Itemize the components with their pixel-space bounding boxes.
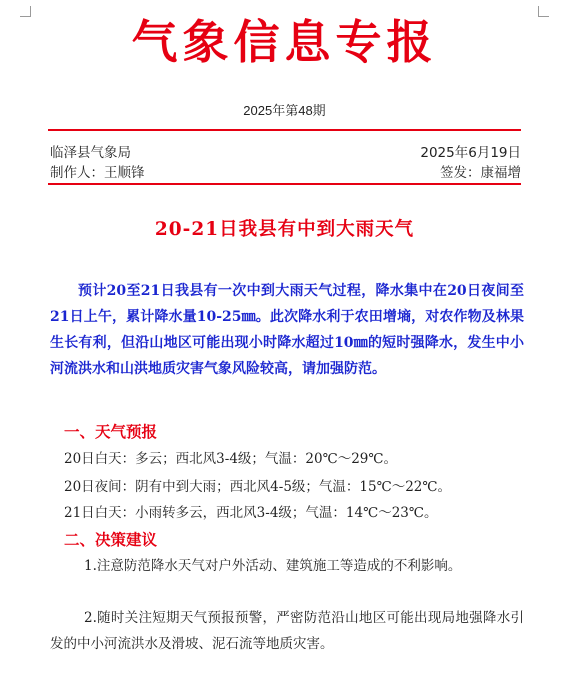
forecast-line: 21日白天：小雨转多云，西北风3-4级；气温：14℃～23℃。: [64, 505, 438, 521]
forecast-line: 20日白天：多云；西北风3-4级；气温：20℃～29℃。: [64, 451, 397, 467]
advice-item: 2.随时关注短期天气预报预警，严密防范沿山地区可能出现局地强降水引发的中小河流洪水及滑坡、泥石流等地质灾害。: [50, 610, 524, 652]
issue-number: 2025年第48期: [243, 103, 326, 118]
advice-item: 1.注意防范降水天气对户外活动、建筑施工等造成的不利影响。: [84, 558, 462, 574]
lead-paragraph: 预计20至21日我县有一次中到大雨天气过程，降水集中在20日夜间至21日上午，累计降水量10-25㎜。此次降水利于农田增墒，对农作物及林果生长有利，但沿山地区可能出现小时降水超过10㎜的短时强降水，发生中小河流洪水和山洪地质灾害气象风险较高，请加强防范。: [50, 283, 524, 377]
section-heading-advice: 二、决策建议: [64, 531, 158, 549]
forecast-line: 20日夜间：阴有中到大雨；西北风4-5级；气温：15℃～22℃。: [64, 479, 451, 495]
header-divider-bottom: [48, 183, 521, 185]
report-title: 气象信息专报: [131, 15, 438, 69]
signer: 签发：康福增: [440, 165, 521, 181]
issue-date: 2025年6月19日: [420, 145, 521, 161]
author: 制作人：王顺锋: [50, 165, 145, 181]
headline: 20-21日我县有中到大雨天气: [154, 219, 415, 240]
section-heading-forecast: 一、天气预报: [64, 423, 158, 441]
issuer: 临泽县气象局: [50, 145, 131, 161]
header-divider-top: [48, 129, 521, 131]
